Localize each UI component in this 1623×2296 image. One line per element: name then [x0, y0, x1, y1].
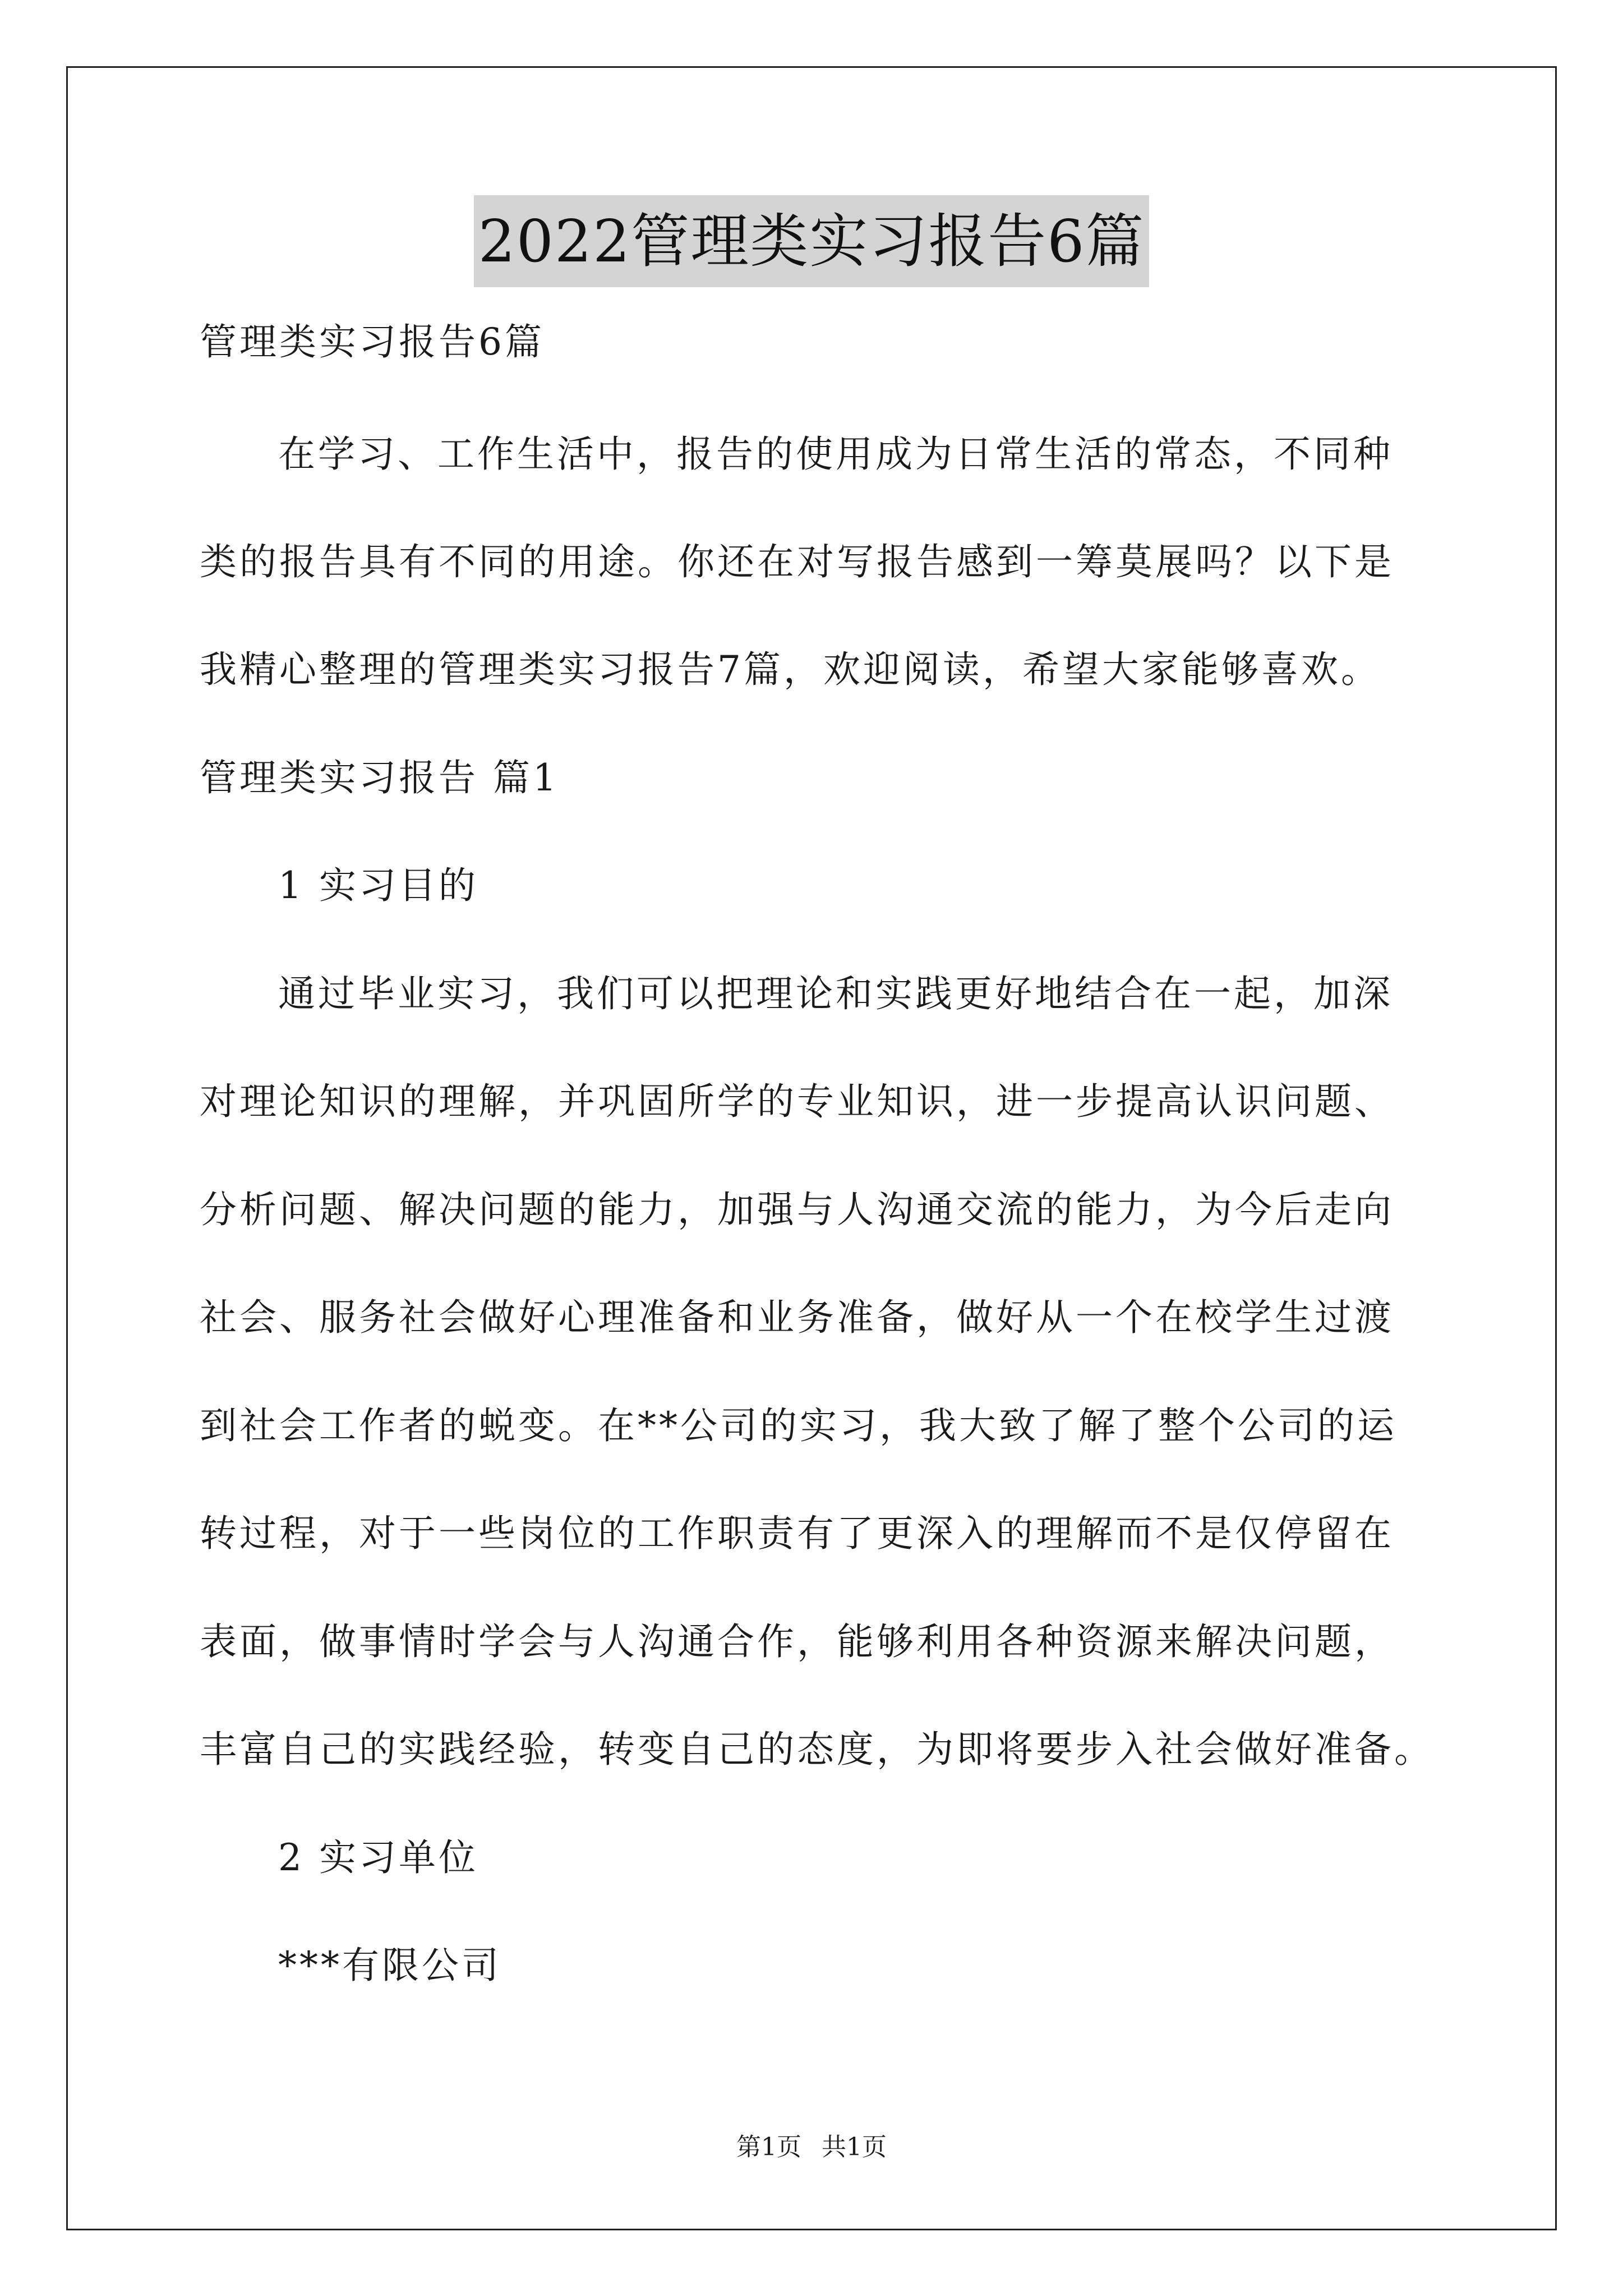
title-container [0, 195, 1623, 287]
paragraph-line: 丰富自己的实践经验，转变自己的态度，为即将要步入社会做好准备。 [200, 1728, 1434, 1771]
paragraph-line: ***有限公司 [278, 1944, 501, 1987]
paragraph-line: 表面，做事情时学会与人沟通合作，能够利用各种资源来解决问题， [200, 1620, 1394, 1663]
paragraph-line: 到社会工作者的蜕变。在**公司的实习，我大致了解了整个公司的运 [200, 1404, 1397, 1447]
subtitle-line: 管理类实习报告6篇 [200, 320, 545, 364]
paragraph-line: 社会、服务社会做好心理准备和业务准备，做好从一个在校学生过渡 [200, 1296, 1394, 1339]
paragraph-line: 通过毕业实习，我们可以把理论和实践更好地结合在一起，加深 [278, 972, 1393, 1015]
paragraph-line: 在学习、工作生活中，报告的使用成为日常生活的常态，不同种 [278, 432, 1393, 476]
page-total: 共1页 [822, 2133, 887, 2161]
page-border [66, 66, 1557, 2230]
page-number: 第1页 [736, 2133, 801, 2161]
section-heading: 管理类实习报告 篇1 [200, 756, 559, 799]
paragraph-line: 对理论知识的理解，并巩固所学的专业知识，进一步提高认识问题、 [200, 1080, 1394, 1123]
page-footer [0, 2132, 1623, 2163]
paragraph-line: 分析问题、解决问题的能力，加强与人沟通交流的能力，为今后走向 [200, 1188, 1394, 1231]
subsection-heading: 2 实习单位 [278, 1836, 478, 1879]
subsection-heading: 1 实习目的 [278, 864, 478, 907]
document-title: 2022管理类实习报告6篇 [474, 195, 1150, 287]
paragraph-line: 类的报告具有不同的用途。你还在对写报告感到一筹莫展吗？以下是 [200, 540, 1394, 583]
paragraph-line: 我精心整理的管理类实习报告7篇，欢迎阅读，希望大家能够喜欢。 [200, 648, 1381, 691]
paragraph-line: 转过程，对于一些岗位的工作职责有了更深入的理解而不是仅停留在 [200, 1512, 1394, 1555]
